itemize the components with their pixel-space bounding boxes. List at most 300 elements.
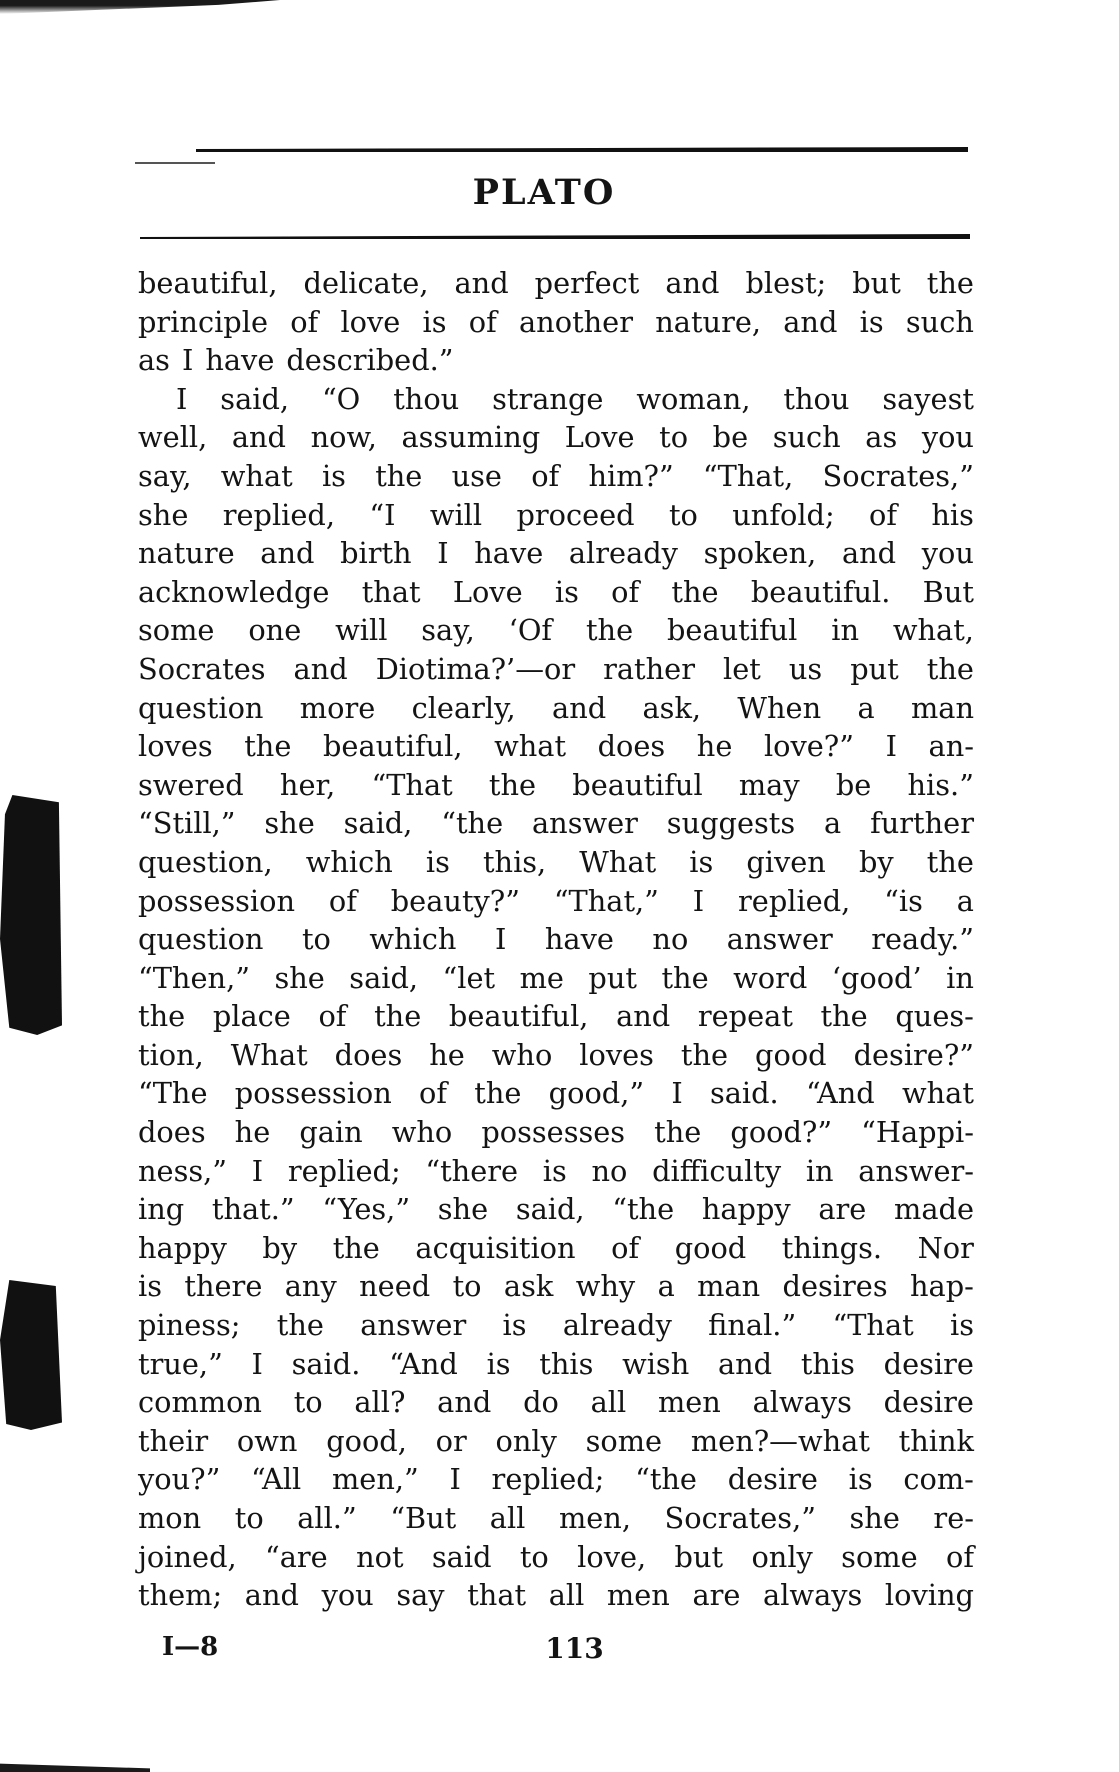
word: things.	[781, 1230, 883, 1265]
word: of	[328, 883, 357, 918]
word: a	[824, 806, 842, 841]
text-line	[138, 1460, 974, 1499]
word: strange	[492, 381, 604, 416]
word: “are	[265, 1539, 328, 1574]
word: is	[138, 1269, 162, 1304]
word: good	[755, 1037, 827, 1072]
word: Socrates,”	[664, 1501, 816, 1535]
word: and	[552, 690, 607, 725]
word: possesses	[481, 1115, 626, 1150]
word: Love	[564, 420, 635, 455]
word: “That	[832, 1308, 914, 1343]
word: she	[264, 806, 315, 841]
word: say,	[421, 613, 475, 648]
word: some	[138, 613, 215, 648]
word: principle	[138, 304, 268, 339]
word: own	[236, 1423, 298, 1458]
word: of	[611, 1230, 640, 1265]
word: com-	[903, 1462, 974, 1497]
text-line	[138, 380, 974, 419]
word: the	[671, 574, 719, 609]
word: When	[737, 690, 822, 725]
word: have	[544, 922, 614, 957]
word: that.”	[211, 1192, 295, 1227]
text-line	[138, 689, 974, 728]
word: place	[212, 999, 291, 1034]
word: spoken,	[703, 536, 817, 571]
word: use	[451, 458, 502, 493]
word: and	[293, 651, 348, 686]
word: will	[429, 497, 483, 532]
word: does	[334, 1037, 403, 1072]
word: always	[752, 1385, 852, 1420]
word: she	[274, 960, 325, 995]
word: the	[332, 1230, 380, 1265]
word: not	[356, 1539, 404, 1574]
word: who	[391, 1115, 453, 1150]
word: hap-	[910, 1269, 974, 1304]
word: “the	[441, 806, 504, 841]
word: do	[523, 1385, 559, 1420]
word: let	[723, 651, 761, 686]
word: gain	[299, 1115, 363, 1150]
word: “the	[612, 1192, 675, 1227]
word: good?”	[730, 1115, 833, 1150]
word: all.”	[297, 1501, 357, 1535]
word: have	[205, 343, 275, 378]
word: is	[425, 844, 450, 879]
word: good,	[326, 1423, 407, 1458]
word: true,”	[138, 1346, 223, 1381]
word: to	[519, 1539, 549, 1574]
word: piness;	[138, 1308, 241, 1343]
text-line	[138, 1152, 974, 1191]
word: birth	[340, 536, 412, 571]
word: him?”	[588, 458, 674, 493]
word: answer-	[858, 1153, 974, 1188]
word: I	[494, 922, 507, 957]
word: always	[763, 1578, 863, 1613]
word: I	[437, 536, 449, 571]
word: you	[321, 1578, 374, 1613]
word: of	[419, 1076, 448, 1111]
word: the	[654, 1115, 702, 1150]
word: is	[950, 1308, 974, 1343]
word: nature	[138, 536, 235, 571]
word: no	[652, 922, 689, 957]
word: the	[374, 999, 422, 1034]
word: I	[181, 343, 194, 378]
word: may	[738, 767, 800, 802]
word: proceed	[516, 497, 635, 532]
body-text	[138, 264, 974, 1615]
word: wish	[622, 1346, 690, 1381]
word: “is	[884, 883, 923, 918]
word: answer	[726, 922, 833, 957]
word: us	[788, 651, 823, 686]
word: possession	[138, 883, 296, 918]
word: I	[449, 1462, 461, 1497]
word: by	[858, 844, 894, 879]
word: and	[616, 999, 671, 1034]
text-line	[138, 766, 974, 805]
word: beautiful	[666, 613, 798, 648]
word: ask	[503, 1269, 554, 1304]
word: replied,	[222, 497, 336, 532]
word: of	[531, 458, 560, 493]
word: good	[674, 1230, 747, 1265]
word: she	[849, 1501, 900, 1535]
word: love	[340, 304, 401, 339]
word: woman,	[636, 381, 751, 416]
word: a	[857, 690, 875, 725]
word: desire?”	[853, 1037, 974, 1072]
text-line	[138, 1422, 974, 1461]
word: replied;	[287, 1153, 401, 1188]
word: Nor	[917, 1230, 974, 1265]
word: as	[865, 420, 898, 455]
word: acquisition	[415, 1230, 576, 1265]
word: suggests	[666, 806, 796, 841]
text-line	[138, 1538, 974, 1577]
text-line	[138, 1345, 974, 1384]
word: the	[375, 458, 423, 493]
word: men	[657, 1385, 721, 1420]
word: no	[591, 1153, 628, 1188]
word: repeat	[697, 999, 793, 1034]
word: is	[502, 1308, 527, 1343]
word: men?—what	[690, 1423, 870, 1458]
word: and	[260, 536, 315, 571]
word: question	[138, 922, 264, 957]
word: thou	[393, 381, 460, 416]
word: “The	[138, 1076, 208, 1111]
text-line	[138, 611, 974, 650]
text-line	[138, 650, 974, 689]
word: are	[692, 1578, 741, 1613]
word: already	[568, 536, 678, 571]
word: love?”	[763, 729, 854, 764]
word: I	[176, 381, 188, 416]
word: in	[805, 1153, 834, 1188]
text-line	[138, 1306, 974, 1345]
word: rather	[603, 651, 695, 686]
text-line	[138, 1383, 974, 1422]
word: which	[305, 844, 393, 879]
word: now,	[310, 420, 377, 455]
word: Love	[452, 574, 523, 609]
word: replied,	[738, 883, 851, 918]
word: “let	[442, 960, 496, 995]
word: “Then,”	[138, 960, 250, 995]
word: replied;	[491, 1462, 605, 1497]
word: “there	[425, 1153, 519, 1188]
word: such	[772, 420, 841, 455]
word: sayest	[882, 381, 974, 416]
word: the	[276, 1308, 324, 1343]
word: clearly,	[411, 690, 516, 725]
word: is	[321, 458, 346, 493]
word: or	[435, 1423, 467, 1458]
word: men,”	[331, 1462, 419, 1497]
word: does	[597, 729, 666, 764]
signature-mark: I—8	[162, 1632, 219, 1662]
running-title: PLATO	[472, 172, 616, 213]
text-line	[138, 1267, 974, 1306]
word: “the	[635, 1462, 697, 1497]
word: loves	[138, 729, 213, 764]
word: what	[494, 729, 567, 764]
word: “And	[389, 1346, 458, 1381]
text-line	[138, 1229, 974, 1268]
word: his	[931, 497, 974, 532]
word: ready.”	[871, 922, 974, 957]
word: the	[926, 651, 974, 686]
word: “That,”	[553, 883, 659, 918]
word: “But	[390, 1501, 457, 1535]
word: that	[467, 1578, 527, 1613]
word: is	[848, 1462, 873, 1497]
word: man	[910, 690, 974, 725]
word: further	[870, 806, 974, 841]
word: and	[437, 1385, 492, 1420]
word: and	[231, 420, 286, 455]
word: What	[579, 844, 657, 879]
word: “Happi-	[861, 1115, 974, 1150]
header-rule-bottom	[140, 234, 970, 239]
word: is	[859, 304, 884, 339]
word: question	[138, 690, 264, 725]
word: “O	[321, 381, 361, 416]
word: and	[244, 1578, 299, 1613]
word: assuming	[401, 420, 541, 455]
word: more	[299, 690, 376, 725]
word: what,	[892, 613, 974, 648]
word: loving	[884, 1578, 974, 1613]
word: said,	[220, 381, 290, 416]
text-line	[138, 1036, 974, 1075]
word: “That	[371, 767, 453, 802]
word: common	[138, 1385, 262, 1420]
scan-edge-artifact-bottom	[0, 1760, 150, 1772]
word: are	[818, 1192, 867, 1227]
word: But	[922, 574, 974, 609]
text-line	[138, 341, 974, 380]
word: acknowledge	[138, 574, 330, 609]
word: men	[606, 1578, 670, 1613]
word: one	[248, 613, 302, 648]
word: said	[431, 1539, 492, 1574]
word: in	[946, 960, 974, 995]
word: I	[692, 883, 705, 918]
word: he	[429, 1037, 465, 1072]
word: Socrates,”	[822, 458, 974, 493]
word: his.”	[907, 767, 974, 802]
word: “Still,”	[138, 806, 236, 841]
word: an-	[928, 729, 974, 764]
word: loves	[579, 1037, 654, 1072]
word: possession	[234, 1076, 392, 1111]
word: love,	[577, 1539, 647, 1574]
word: I	[671, 1076, 683, 1111]
word: perfect	[534, 266, 640, 300]
word: the	[244, 729, 292, 764]
word: but	[852, 266, 901, 300]
word: ‘good’	[831, 960, 922, 995]
word: her,	[279, 767, 336, 802]
word: what	[901, 1076, 974, 1111]
word: tion,	[138, 1037, 204, 1072]
text-line	[138, 882, 974, 921]
word: of	[318, 999, 347, 1034]
word: ness,”	[138, 1153, 228, 1188]
word: and	[454, 266, 509, 300]
word: beautiful,	[322, 729, 463, 764]
word: desire	[883, 1385, 974, 1420]
word: what	[220, 458, 293, 493]
word: all	[548, 1578, 585, 1613]
word: the	[585, 613, 634, 648]
word: unfold;	[732, 497, 835, 532]
text-line	[138, 1576, 974, 1615]
word: is	[486, 1346, 511, 1381]
word: and	[717, 1346, 773, 1381]
word: another	[519, 304, 633, 339]
word: some	[585, 1423, 663, 1458]
word: swered	[138, 767, 244, 802]
word: a	[657, 1269, 675, 1304]
word: to	[293, 1385, 323, 1420]
word: of	[611, 574, 640, 609]
word: put	[588, 960, 637, 995]
text-line	[138, 959, 974, 998]
word: desire	[883, 1346, 974, 1381]
word: to	[452, 1269, 482, 1304]
text-line	[138, 457, 974, 496]
text-line	[138, 534, 974, 573]
word: ing	[138, 1192, 185, 1227]
word: already	[562, 1308, 672, 1343]
word: some	[841, 1539, 918, 1574]
word: to	[234, 1501, 264, 1535]
word: answer	[360, 1308, 467, 1343]
word: desires	[782, 1269, 888, 1304]
word: a	[956, 883, 974, 918]
word: said,	[515, 1192, 585, 1227]
word: their	[138, 1423, 209, 1458]
word: any	[284, 1269, 337, 1304]
word: this	[539, 1346, 594, 1381]
word: say,	[138, 458, 192, 493]
word: mon	[138, 1501, 202, 1535]
word: all	[590, 1385, 627, 1420]
word: well,	[138, 420, 208, 455]
text-line	[138, 920, 974, 959]
word: this,	[482, 844, 547, 879]
text-line	[138, 804, 974, 843]
word: to	[659, 420, 689, 455]
header-rule-top	[196, 147, 968, 152]
text-line	[138, 843, 974, 882]
text-line	[138, 1074, 974, 1113]
text-line	[138, 303, 974, 342]
word: you	[921, 536, 974, 571]
word: ask,	[642, 690, 702, 725]
word: say	[396, 1578, 445, 1613]
word: does	[138, 1115, 206, 1150]
word: delicate,	[303, 266, 429, 300]
word: said,	[349, 960, 419, 995]
word: Diotima?’—or	[375, 651, 576, 686]
word: said,	[343, 806, 413, 841]
word: you?”	[138, 1462, 221, 1497]
word: but	[674, 1539, 724, 1574]
word: this	[800, 1346, 855, 1381]
word: of	[946, 1539, 974, 1574]
text-line	[138, 727, 974, 766]
text-line	[138, 264, 974, 303]
word: need	[359, 1269, 431, 1304]
word: the	[680, 1037, 729, 1072]
word: and	[783, 304, 838, 339]
word: is	[542, 1153, 567, 1188]
word: said.	[709, 1076, 779, 1111]
word: answer	[531, 806, 638, 841]
word: such	[905, 304, 974, 339]
word: “All	[251, 1462, 302, 1497]
word: What	[230, 1037, 308, 1072]
word: he	[234, 1115, 271, 1150]
word: she	[138, 497, 189, 532]
word: them;	[138, 1578, 223, 1613]
word: beautiful.	[750, 574, 891, 609]
word: the	[488, 767, 537, 802]
text-line	[138, 1113, 974, 1152]
word: be	[835, 767, 872, 802]
word: given	[746, 844, 826, 879]
word: who	[491, 1037, 553, 1072]
word: men,	[558, 1501, 631, 1535]
word: the	[926, 266, 974, 300]
word: of	[869, 497, 898, 532]
word: as	[138, 343, 170, 378]
text-line	[138, 1190, 974, 1229]
word: you	[921, 420, 974, 455]
word: man	[697, 1269, 761, 1304]
word: the	[926, 844, 974, 879]
word: difficulty	[652, 1153, 782, 1188]
word: all?	[354, 1385, 406, 1420]
word: joined,	[138, 1539, 237, 1574]
scan-edge-artifact-top	[0, 0, 280, 14]
word: will	[335, 613, 388, 648]
word: good,”	[548, 1076, 645, 1111]
word: beauty?”	[390, 883, 520, 918]
word: question,	[138, 844, 273, 879]
word: is	[422, 304, 447, 339]
word: happy	[138, 1230, 227, 1265]
word: she	[437, 1192, 489, 1227]
word: I	[251, 1153, 264, 1188]
word: said.	[291, 1346, 361, 1381]
word: and	[841, 536, 897, 571]
word: desire	[727, 1462, 818, 1497]
word: is	[689, 844, 714, 879]
word: nature,	[655, 304, 762, 339]
word: “That,	[702, 458, 794, 493]
word: happy	[701, 1192, 791, 1227]
word: to	[301, 922, 331, 957]
